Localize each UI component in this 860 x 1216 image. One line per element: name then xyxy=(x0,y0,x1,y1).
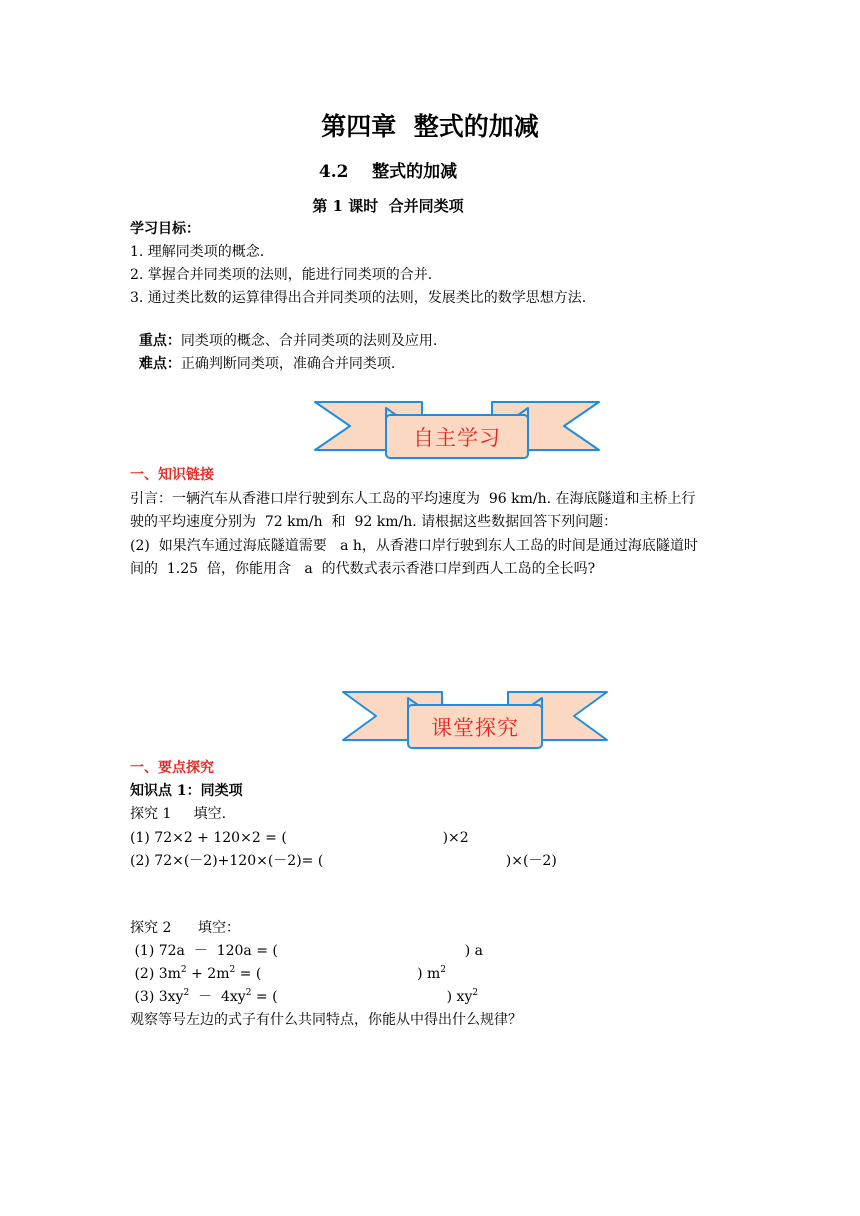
explore-2-item: (2) $3m^2 + 2m^2$ = ( ) $m^2$ xyxy=(130,965,446,982)
banner-class-explore xyxy=(340,690,610,752)
explore-1-item: (1) 72×2 + 120×2 = ( )×2 xyxy=(130,830,469,846)
key-explore-heading: 一、要点探究 xyxy=(130,760,214,776)
objective-item: 1. 理解同类项的概念. xyxy=(130,244,265,260)
lesson-title: 第 1 课时 合并同类项 xyxy=(312,197,464,215)
paragraph-line: 引言：一辆汽车从香港口岸行驶到东人工岛的平均速度为 96 km/h. 在海底隧道和主桥上行 xyxy=(130,491,696,507)
section-title: 4.2 整式的加减 xyxy=(318,162,458,182)
paragraph-line: 驶的平均速度分别为 72 km/h 和 92 km/h. 请根据这些数据回答下列问题： xyxy=(130,514,618,530)
explore-2-item: (3) $3xy^2 - 4xy^2$ = ( ) $xy^2$ xyxy=(130,988,479,1005)
difficulty-text: 正确判断同类项，准确合并同类项. xyxy=(180,356,396,372)
objectives-heading: 学习目标： xyxy=(130,221,200,237)
paragraph-line: 间的 1.25 倍，你能用含 a 的代数式表示香港口岸到西人工岛的全长吗? xyxy=(130,561,596,577)
paragraph-line: (2) 如果汽车通过海底隧道需要 a h，从香港口岸行驶到东人工岛的时间是通过海底隧道时 xyxy=(130,538,698,554)
key-points-text: 同类项的概念、合并同类项的法则及应用. xyxy=(180,333,438,349)
banner-self-study xyxy=(312,400,602,462)
knowledge-point-label: 知识点 1：同类项 xyxy=(130,783,243,799)
explore-2-question: 观察等号左边的式子有什么共同特点，你能从中得出什么规律？ xyxy=(130,1012,522,1028)
difficulty-points xyxy=(130,334,395,374)
objective-item: 2. 掌握合并同类项的法则，能进行同类项的合并. xyxy=(130,267,433,283)
explore-1-item: (2) 72×(－2)+120×(－2)= ( )×(－2) xyxy=(130,853,557,869)
explore-2-title: 探究 2 填空： xyxy=(130,920,241,936)
banner-self-study-label: 自主学习 xyxy=(413,426,501,450)
explore-1-title: 探究 1 填空. xyxy=(130,806,227,822)
objective-item: 3. 通过类比数的运算律得出合并同类项的法则，发展类比的数学思想方法. xyxy=(130,290,587,306)
banner-class-explore-label: 课堂探究 xyxy=(431,716,519,740)
chapter-title: 第四章 整式的加减 xyxy=(321,112,539,141)
explore-2-item: (1) 72a － 120a = ( ) a xyxy=(130,943,484,959)
key-points-label: 重点： xyxy=(138,333,181,349)
difficulty-label: 难点： xyxy=(138,356,181,372)
knowledge-link-heading: 一、知识链接 xyxy=(130,467,214,483)
